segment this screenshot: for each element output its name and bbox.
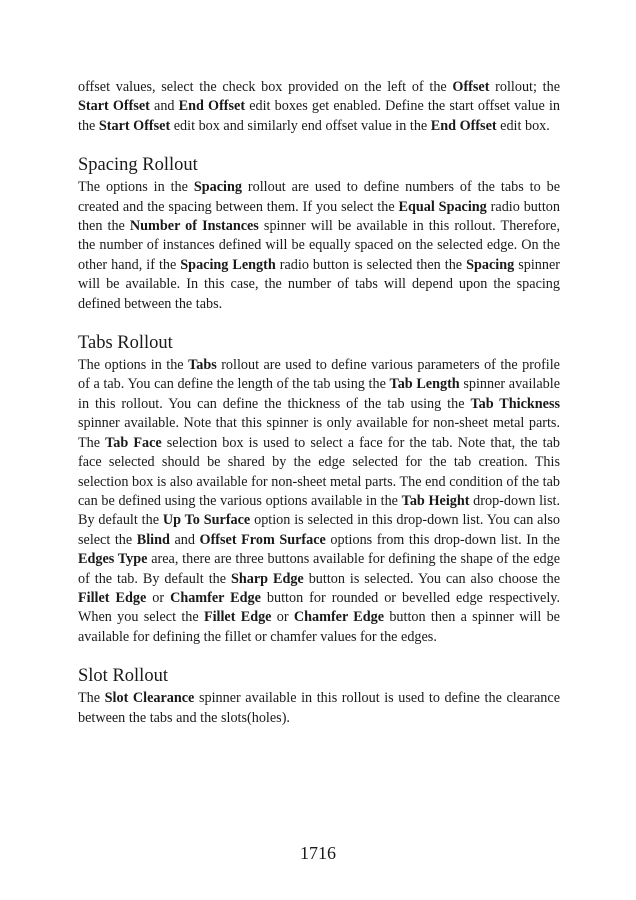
text-run: area, there are three buttons available for defining the shape of the edge of the tab. By default the (78, 551, 560, 587)
bold-term: Tab Length (389, 376, 460, 393)
text-run: button then a spinner will be available for defining the fillet or chamfer values for the edges. (78, 609, 560, 645)
text-run: The options in the (78, 179, 194, 196)
bold-term: Fillet Edge (78, 589, 147, 606)
bold-term: Tab Height (401, 492, 470, 509)
section-heading-slot: Slot Rollout (78, 666, 168, 687)
text-run: spinner will be available in this rollout. Therefore, the number of instances defined will be equally spaced on the selected edge. On the other hand, if the (78, 218, 560, 273)
text-run: drop-down list. By default the (78, 492, 560, 529)
bold-term: End Offset (430, 117, 497, 134)
intro-paragraph (78, 78, 560, 136)
text-run: option is selected in this drop-down list. You can also select the (78, 512, 560, 548)
bold-term: Up To Surface (162, 512, 251, 529)
text-run: rollout; the (489, 79, 560, 95)
text-run: button is selected. You can also choose the (303, 570, 561, 587)
bold-term: Number of Instances (129, 218, 259, 235)
text-run: spinner will be available. In this case, the number of tabs will depend upon the spacing defined between the tabs. (78, 256, 560, 312)
text-run: spinner available in this rollout. You can define the thickness of the tab using the (78, 376, 560, 412)
text-run: selection box is used to select a face for the tab. Note that, the tab face selected should be shared by the edge selected for the tab creation. This selection box is also available for non-sheet metal parts. The end condition of the tab can be defined using the various options available in the (78, 434, 561, 509)
bold-term: End Offset (178, 98, 246, 115)
text-run: and (149, 98, 179, 115)
text-run: edit box. (496, 117, 550, 134)
text-run: spinner available in this rollout is used to define the clearance between the tabs and the slots(holes). (78, 690, 560, 726)
bold-term: Offset (452, 79, 490, 95)
text-run: rollout are used to define various parameters of the profile of a tab. You can define the length of the tab using the (78, 357, 560, 393)
text-run: edit box and similarly end offset value in the (170, 117, 431, 134)
text-run: offset values, select the check box provided on the left of the (78, 79, 453, 95)
bold-term: Chamfer Edge (170, 589, 261, 606)
text-run: edit boxes get enabled. Define the start offset value in the (78, 98, 560, 134)
page-number: 1716 (300, 843, 336, 863)
bold-term: Spacing Length (180, 256, 276, 273)
bold-term: Tabs (188, 357, 217, 374)
section-heading-tabs: Tabs Rollout (78, 333, 173, 354)
bold-term: Start Offset (78, 98, 150, 115)
text-run: rollout are used to define numbers of the tabs to be created and the spacing between them. If you select the (78, 179, 560, 215)
bold-term: Spacing (466, 256, 515, 273)
text-run: or (271, 609, 294, 626)
bold-term: Slot Clearance (104, 690, 195, 707)
bold-term: Fillet Edge (203, 609, 272, 626)
bold-term: Equal Spacing (398, 198, 487, 215)
bold-term: Tab Thickness (470, 395, 560, 412)
text-run: spinner available. Note that this spinner is only available for non-sheet metal parts. The (78, 415, 560, 451)
page-body (78, 78, 560, 728)
text-run: radio button is selected then the (275, 256, 467, 273)
bold-term: Start Offset (98, 117, 171, 134)
section-heading-spacing: Spacing Rollout (78, 155, 198, 176)
section-body-tabs (78, 356, 560, 647)
bold-term: Chamfer Edge (293, 609, 385, 626)
text-run: or (146, 589, 171, 606)
text-run: radio button then the (78, 198, 560, 235)
text-run: button for rounded or bevelled edge respectively. When you select the (78, 589, 561, 626)
bold-term: Blind (136, 531, 170, 548)
section-body-spacing (78, 178, 560, 314)
text-run: The options in the (78, 357, 189, 374)
bold-term: Edges Type (78, 551, 148, 568)
section-body-slot (78, 689, 560, 728)
bold-term: Spacing (193, 179, 242, 196)
bold-term: Tab Face (105, 434, 162, 451)
bold-term: Offset From Surface (199, 531, 326, 548)
text-run: The (78, 690, 105, 707)
text-run: options from this drop-down list. In the (325, 531, 560, 548)
bold-term: Sharp Edge (230, 570, 304, 587)
text-run: and (169, 531, 200, 548)
